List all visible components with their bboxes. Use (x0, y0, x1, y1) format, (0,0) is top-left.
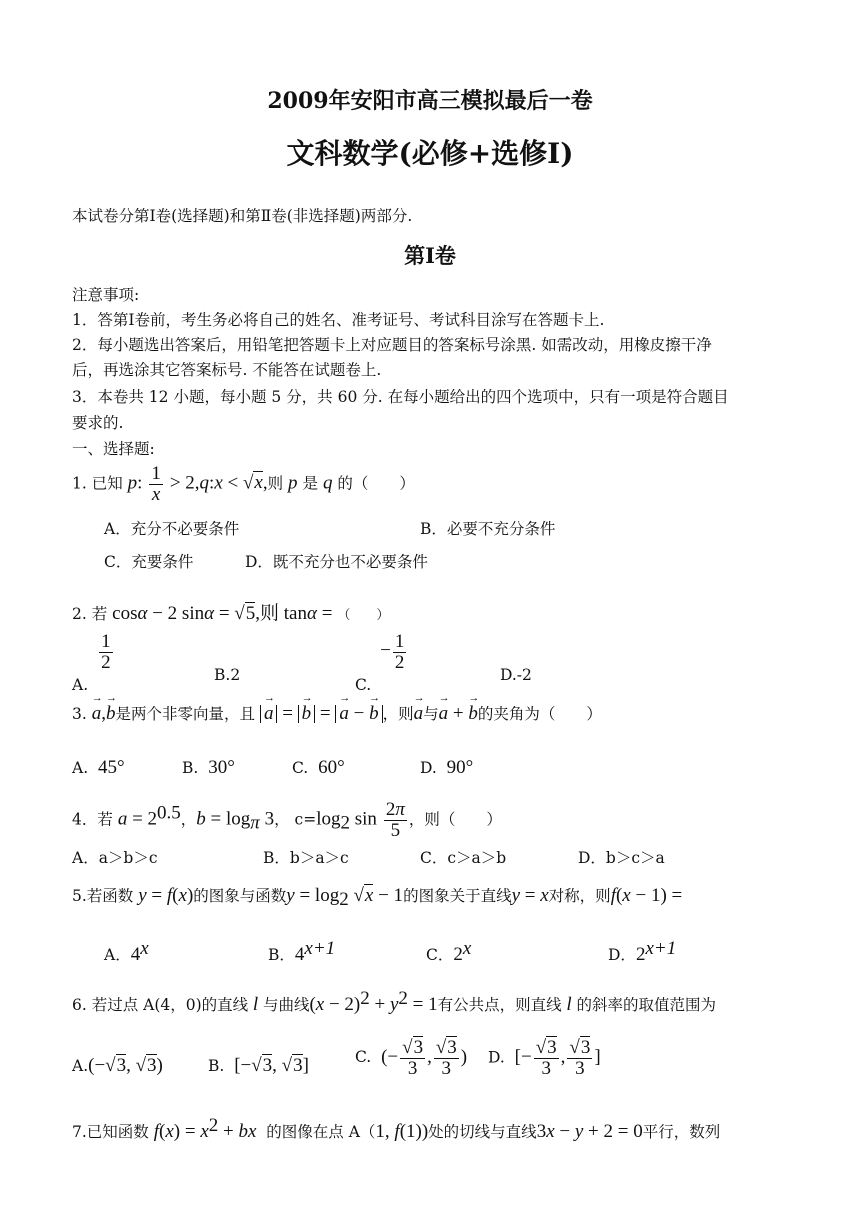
q6-option-d: D. [− $\frac{√3}{3}$ , $\frac{√3}{3}$ ] (488, 1037, 601, 1079)
q5-option-c: C．2$^x$ (426, 938, 472, 966)
exam-intro: 本试卷分第Ⅰ卷(选择题)和第Ⅱ卷(非选择题)两部分. (72, 207, 413, 225)
notes-heading: 注意事项: (72, 286, 140, 304)
q5-option-b: B．$4^{x+1}$ (268, 938, 336, 966)
q1-option-d: D．既不充分也不必要条件 (245, 553, 428, 571)
part-title: 第Ⅰ卷 (404, 243, 456, 268)
question-3: 3. → a,→ b是两个非零向量，且 → a = → b = → a − → b ，则→ a与→ a + → b的夹角为（ ） (72, 702, 602, 725)
q2-option-b: B.2 (214, 666, 241, 684)
exam-title: 2009年安阳市高三模拟最后一卷 (267, 88, 593, 114)
q1-option-a: A．充分不必要条件 (104, 520, 240, 538)
q3-option-c: C. 60° (292, 757, 345, 778)
q4-option-d: D．b＞c＞a (578, 849, 665, 867)
q1-option-c: C．充要条件 (104, 553, 194, 571)
q2-option-c: C. − $\frac{1}{2}$ (355, 631, 405, 695)
question-6: 6. 若过点 A(4，0)的直线 l 与曲线$(x - 2)^2 + y^2 = 1$有公共点，则直线 l 的斜率的取值范围为 (72, 988, 716, 1016)
note-1: 1．答第Ⅰ卷前，考生务必将自己的姓名、准考证号、考试科目涂写在答题卡上. (72, 311, 605, 329)
note-3b: 要求的. (72, 414, 124, 432)
question-4: 4．若 $a = 2^{0.5}$，$b = \log_\pi 3$， $c=\log_2$ sin $\frac{2\pi}{5}$ ，则（ ） (72, 799, 502, 841)
question-7: 7.已知函数 $f(x) = x^2$ + bx 的图像在点 A（1, f(1))处的切线与直线3x − y + 2 = 0平行，数列 (72, 1115, 721, 1143)
q6-option-c: C. (− $\frac{√3}{3}$ , $\frac{√3}{3}$ ) (355, 1037, 468, 1079)
question-1: 1. 已知 p: $\frac{1}{x}$ > 2,q:x < √x,则 p 是 q 的（ ） (72, 463, 415, 505)
q4-option-c: C．c＞a＞b (420, 849, 507, 867)
q5-option-a: A．4$^x$ (104, 938, 149, 966)
q3-option-d: D. 90° (420, 757, 474, 778)
question-5: 5.若函数 y = f(x)的图象与函数$y = \log_2 √x - 1$的图象关于直线y = x对称，则f(x − 1) = (72, 885, 683, 911)
exam-subject: 文科数学(必修+选修Ⅰ) (286, 137, 574, 170)
note-2a: 2．每小题选出答案后，用铅笔把答题卡上对应题目的答案标号涂黑. 如需改动，用橡皮擦干净 (72, 336, 712, 354)
note-2b: 后，再选涂其它答案标号. 不能答在试题卷上. (72, 361, 382, 379)
section-heading: 一、选择题: (72, 440, 155, 458)
q6-option-a: A.(−√3, √3) (72, 1055, 163, 1076)
q3-option-b: B. 30° (182, 757, 235, 778)
q2-option-a: A. $\frac{1}{2}$ (72, 631, 111, 695)
q6-option-b: B. [−√3, √3] (208, 1055, 309, 1076)
q4-option-a: A．a＞b＞c (72, 849, 158, 867)
q1-option-b: B．必要不充分条件 (420, 520, 556, 538)
q2-option-d: D.-2 (500, 666, 532, 684)
q3-option-a: A. 45° (72, 757, 125, 778)
q4-option-b: B．b＞a＞c (263, 849, 349, 867)
question-2: 2. 若 cosα − 2 sinα = √5,则 tanα = （ ） (72, 603, 390, 624)
q5-option-d: D．$2^{x+1}$ (608, 938, 677, 966)
note-3a: 3．本卷共 12 小题，每小题 5 分，共 60 分. 在每小题给出的四个选项中，只有一项是符合题目 (72, 388, 729, 406)
